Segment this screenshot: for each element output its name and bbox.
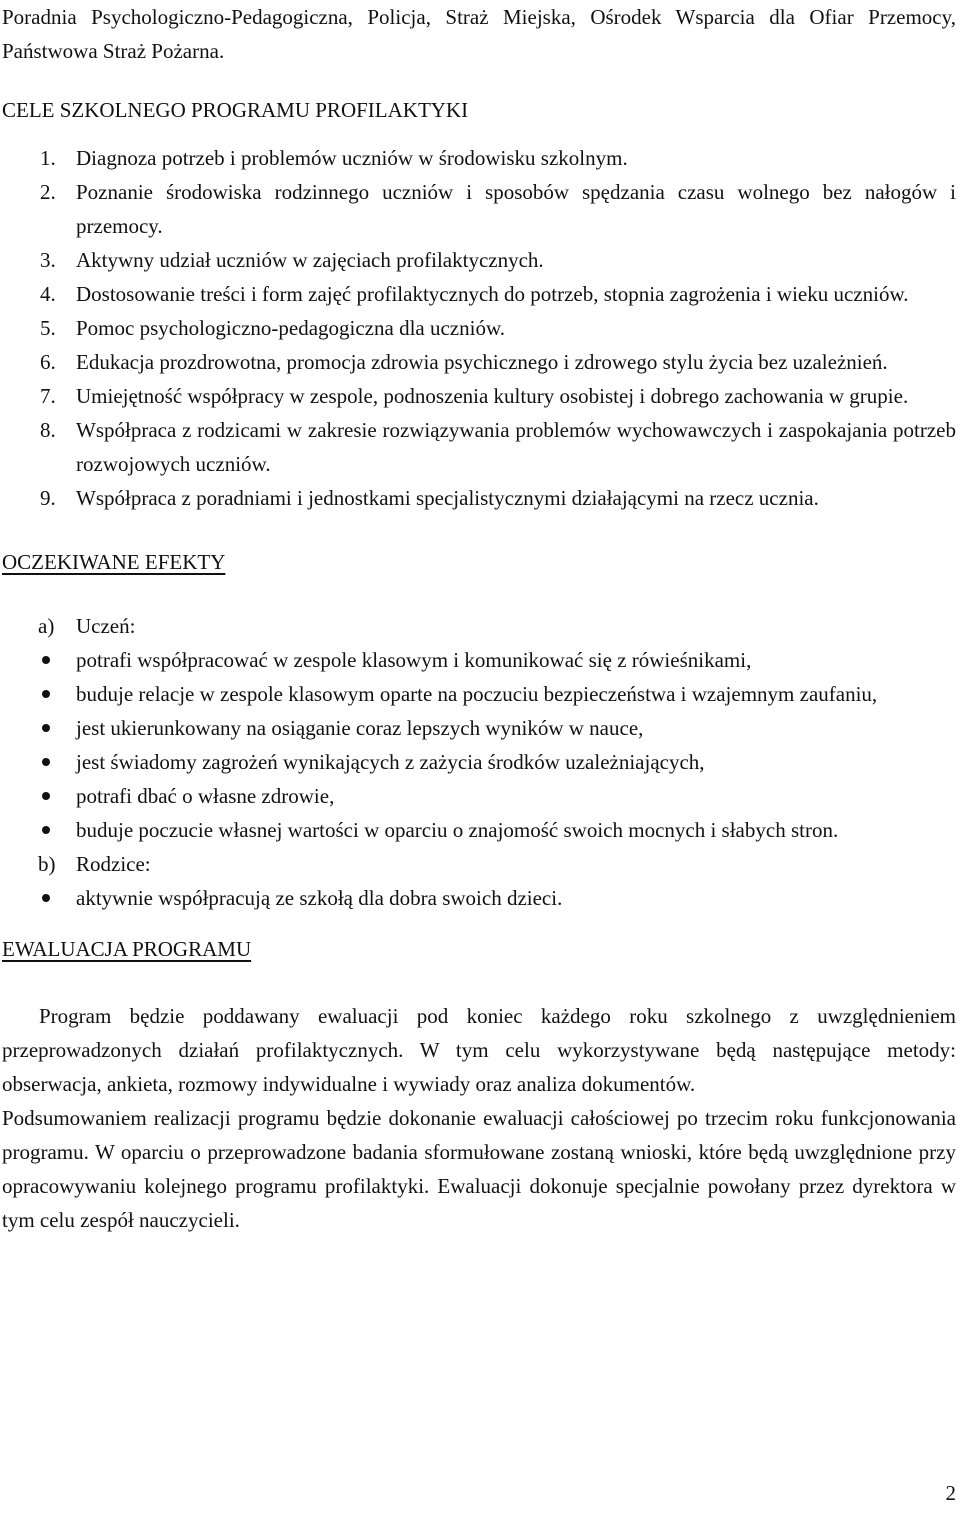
goals-list <box>2 141 956 515</box>
goal-number: 6. <box>40 350 56 374</box>
list-item <box>2 643 956 677</box>
effects-heading: OCZEKIWANE EFEKTY <box>2 550 226 574</box>
list-item <box>2 745 956 779</box>
bullet-icon <box>2 711 76 745</box>
bullet-icon <box>2 813 76 847</box>
evaluation-heading: EWALUACJA PROGRAMU <box>2 937 252 961</box>
goal-number: 2. <box>40 180 56 204</box>
subheading-label: Uczeń: <box>76 614 136 638</box>
list-item <box>2 779 956 813</box>
goal-item <box>2 141 956 175</box>
page-number: 2 <box>945 1481 956 1505</box>
goal-text: Współpraca z rodzicami w zakresie rozwiązywania problemów wychowawczych i zaspokajania potrzeb rozwojowych uczniów. <box>76 418 956 476</box>
bullet-icon <box>2 881 76 915</box>
list-item-text: jest świadomy zagrożeń wynikających z zażycia środków uzależniających, <box>76 750 705 774</box>
goal-text: Pomoc psychologiczno-pedagogiczna dla uczniów. <box>76 316 506 340</box>
goal-item <box>2 277 956 311</box>
list-item <box>2 711 956 745</box>
parents-subheading <box>2 847 956 881</box>
list-item-text: potrafi dbać o własne zdrowie, <box>76 784 335 808</box>
evaluation-summary-paragraph: Podsumowaniem realizacji programu będzie dokonanie ewaluacji całościowej po trzecim roku funkcjonowania programu. W oparciu o przeprowadzone badania sformułowane zostaną wnioski, które będą uwzględnione przy opracowywaniu kolejnego programu profilaktyki. Ewaluacji dokonuje specjalnie powołany przez dyrektora w tym celu zespół nauczycieli. <box>2 1106 956 1232</box>
bullet-icon <box>2 643 76 677</box>
list-item-text: potrafi współpracować w zespole klasowym i komunikować się z rówieśnikami, <box>76 648 752 672</box>
list-item-text: buduje poczucie własnej wartości w oparciu o znajomość swoich mocnych i słabych stron. <box>76 818 839 842</box>
goal-number: 8. <box>40 418 56 442</box>
goal-item <box>2 345 956 379</box>
bullet-icon <box>2 677 76 711</box>
list-item-text: buduje relacje w zespole klasowym oparte na poczuciu bezpieczeństwa i wzajemnym zaufaniu, <box>76 682 878 706</box>
evaluation-paragraph: Program będzie poddawany ewaluacji pod koniec każdego roku szkolnego z uwzględnieniem przeprowadzonych działań profilaktycznych. W tym celu wykorzystywane będą następujące metody: obserwacja, ankieta, rozmowy indywidualne i wywiady oraz analiza dokumentów. <box>2 1004 956 1096</box>
goal-number: 5. <box>40 316 56 340</box>
goal-item <box>2 379 956 413</box>
goal-text: Aktywny udział uczniów w zajęciach profilaktycznych. <box>76 248 544 272</box>
goal-item <box>2 243 956 277</box>
goal-item <box>2 311 956 345</box>
goal-text: Umiejętność współpracy w zespole, podnoszenia kultury osobistej i dobrego zachowania w grupie. <box>76 384 909 408</box>
subheading-label: Rodzice: <box>76 852 151 876</box>
subheading-marker: a) <box>38 614 55 638</box>
goal-item <box>2 413 956 481</box>
goal-number: 9. <box>40 486 56 510</box>
goal-item <box>2 175 956 243</box>
list-item-text: jest ukierunkowany na osiąganie coraz lepszych wyników w nauce, <box>76 716 644 740</box>
goal-text: Poznanie środowiska rodzinnego uczniów i sposobów spędzania czasu wolnego bez nałogów i przemocy. <box>76 180 956 238</box>
goal-number: 4. <box>40 282 56 306</box>
student-subheading <box>2 609 956 643</box>
bullet-icon <box>2 745 76 779</box>
list-item <box>2 881 956 915</box>
student-effects-list <box>2 643 956 847</box>
goals-heading: CELE SZKOLNEGO PROGRAMU PROFILAKTYKI <box>2 98 469 122</box>
parents-effects-list <box>2 881 956 915</box>
goal-text: Współpraca z poradniami i jednostkami specjalistycznymi działającymi na rzecz ucznia. <box>76 486 819 510</box>
bullet-icon <box>2 779 76 813</box>
list-item <box>2 813 956 847</box>
list-item <box>2 677 956 711</box>
goal-text: Dostosowanie treści i form zajęć profilaktycznych do potrzeb, stopnia zagrożenia i wieku uczniów. <box>76 282 909 306</box>
list-item-text: aktywnie współpracują ze szkołą dla dobra swoich dzieci. <box>76 886 563 910</box>
goal-number: 7. <box>40 384 56 408</box>
subheading-marker: b) <box>38 852 56 876</box>
intro-paragraph: Poradnia Psychologiczno-Pedagogiczna, Policja, Straż Miejska, Ośrodek Wsparcia dla Ofiar Przemocy, Państwowa Straż Pożarna. <box>2 5 956 63</box>
goal-number: 3. <box>40 248 56 272</box>
goal-item <box>2 481 956 515</box>
goal-text: Diagnoza potrzeb i problemów uczniów w środowisku szkolnym. <box>76 146 628 170</box>
goal-text: Edukacja prozdrowotna, promocja zdrowia psychicznego i zdrowego stylu życia bez uzależnień. <box>76 350 888 374</box>
goal-number: 1. <box>40 146 56 170</box>
